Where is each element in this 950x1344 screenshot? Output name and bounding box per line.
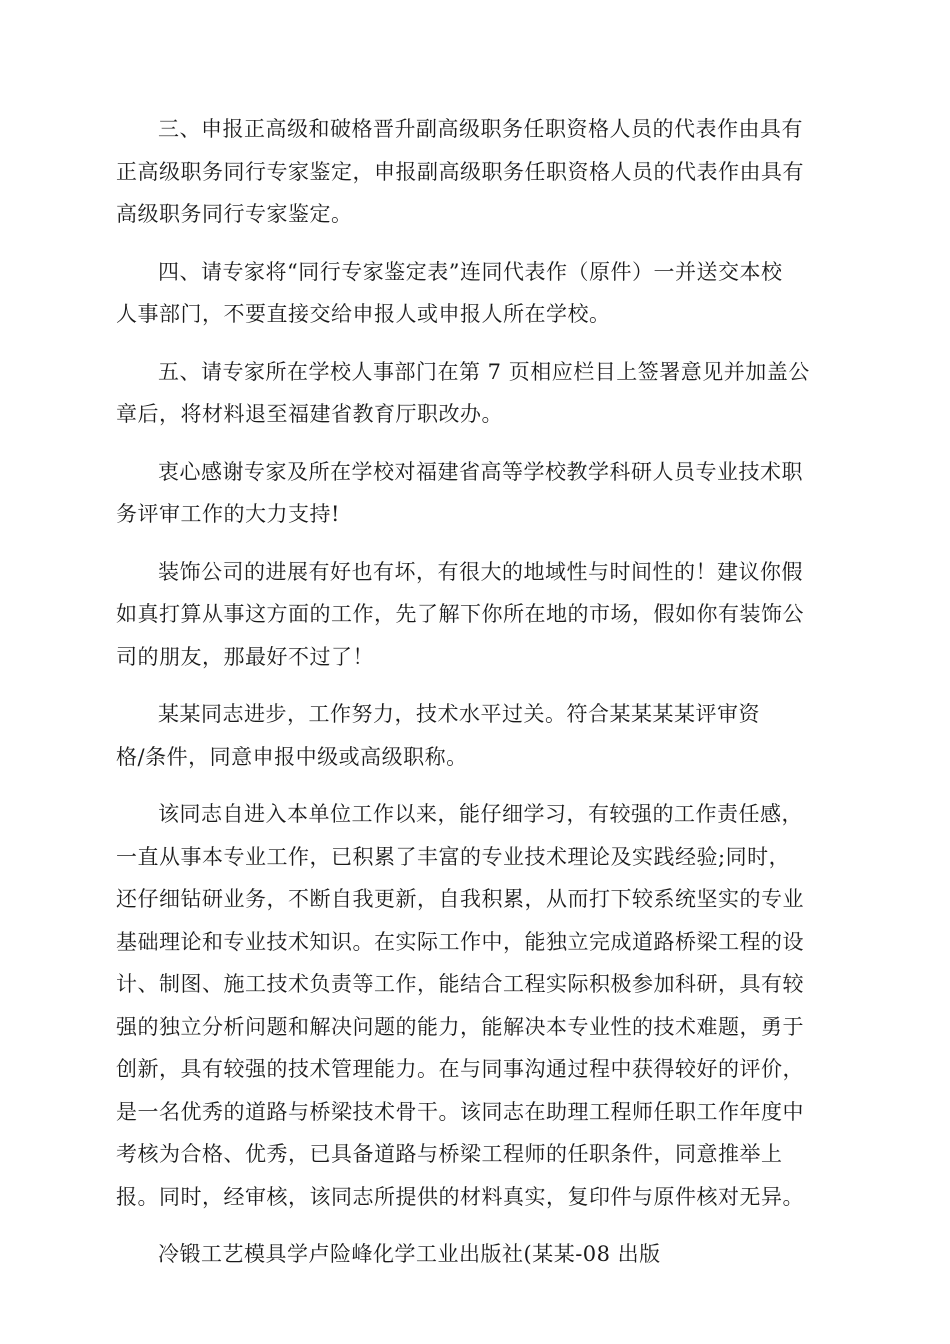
text-line: 考核为合格、优秀，已具备道路与桥梁工程师的任职条件，同意推举上 — [116, 1142, 783, 1166]
text-line: 是一名优秀的道路与桥梁技术骨干。该同志在助理工程师任职工作年度中 — [116, 1099, 804, 1124]
paragraph-short-recommendation — [116, 693, 838, 778]
text-line: 某某同志进步，工作努力，技术水平过关。符合某某某某评审资 — [158, 702, 760, 726]
text-line: 装饰公司的进展有好也有坏，有很大的地域性与时间性的！建议你假 — [158, 559, 803, 584]
text-line: 计、制图、施工技术负责等工作，能结合工程实际积极参加科研，具有较 — [116, 972, 804, 996]
text-line: 一直从事本专业工作，已积累了丰富的专业技术理论及实践经验;同时， — [116, 844, 791, 869]
text-line: 强的独立分析问题和解决问题的能力，能解决本专业性的技术难题，勇于 — [116, 1014, 804, 1039]
text-line: 如真打算从事这方面的工作，先了解下你所在地的市场，假如你有装饰公 — [116, 602, 804, 626]
text-line: 正高级职务同行专家鉴定，申报副高级职务任职资格人员的代表作由具有 — [116, 159, 804, 184]
text-line: 人事部门，不要直接交给申报人或申报人所在学校。 — [116, 302, 611, 326]
paragraph-review-rule-4 — [116, 251, 838, 336]
text-line: 冷锻工艺模具学卢险峰化学工业出版社(某某-08 出版 — [158, 1242, 661, 1266]
paragraph-thanks — [116, 451, 838, 536]
text-line: 该同志自进入本单位工作以来，能仔细学习，有较强的工作责任感， — [158, 802, 803, 826]
text-line: 务评审工作的大力支持! — [116, 502, 340, 526]
paragraph-review-rule-5 — [116, 351, 838, 436]
paragraph-decoration-advice — [116, 551, 838, 679]
text-line: 高级职务同行专家鉴定。 — [116, 202, 353, 226]
document-page — [116, 108, 838, 1291]
paragraph-review-rule-3 — [116, 108, 838, 236]
paragraph-detailed-recommendation — [116, 793, 838, 1218]
text-line: 三、申报正高级和破格晋升副高级职务任职资格人员的代表作由具有 — [158, 117, 803, 141]
text-line: 衷心感谢专家及所在学校对福建省高等学校教学科研人员专业技术职 — [158, 459, 803, 484]
text-line: 五、请专家所在学校人事部门在第 7 页相应栏目上签署意见并加盖公 — [158, 359, 810, 384]
text-line: 司的朋友，那最好不过了！ — [116, 644, 374, 669]
text-line: 还仔细钻研业务，不断自我更新，自我积累，从而打下较系统坚实的专业 — [116, 887, 804, 911]
text-line: 创新，具有较强的技术管理能力。在与同事沟通过程中获得较好的评价， — [116, 1057, 804, 1081]
paragraph-book-reference — [116, 1233, 838, 1276]
text-line: 章后，将材料退至福建省教育厅职改办。 — [116, 402, 503, 426]
text-line: 基础理论和专业技术知识。在实际工作中，能独立完成道路桥梁工程的设 — [116, 929, 804, 954]
text-line: 报。同时，经审核，该同志所提供的材料真实，复印件与原件核对无异。 — [116, 1184, 804, 1209]
text-line: 四、请专家将“同行专家鉴定表”连同代表作（原件）一并送交本校 — [158, 259, 783, 284]
text-line: 格/条件，同意申报中级或高级职称。 — [116, 744, 468, 769]
